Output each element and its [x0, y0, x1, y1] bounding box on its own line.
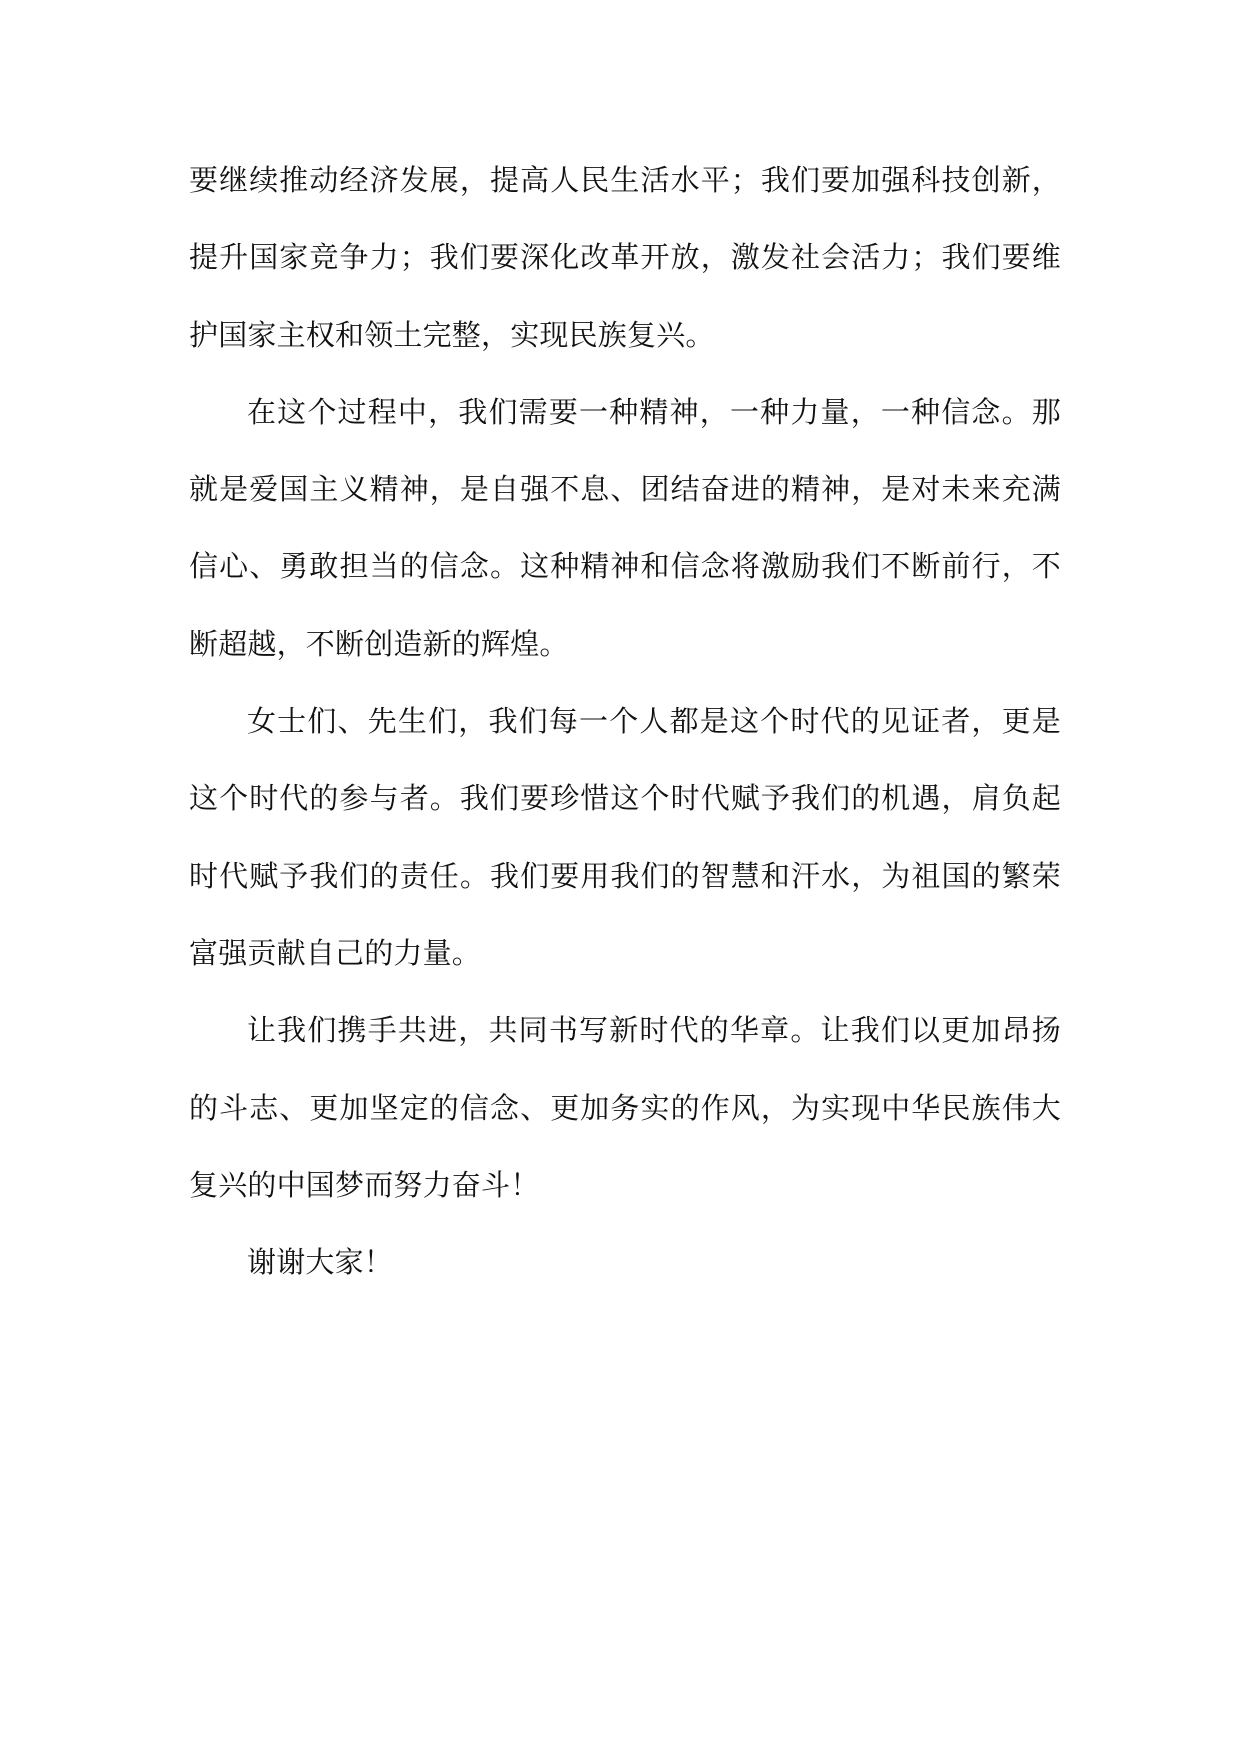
paragraph-2: 在这个过程中，我们需要一种精神，一种力量，一种信念。那就是爱国主义精神，是自强不息、团结奋进的精神，是对未来充满信心、勇敢担当的信念。这种精神和信念将激励我们不断前行，不断超越，不断创造新的辉煌。: [189, 394, 1061, 661]
paragraph-closing: 谢谢大家！: [247, 1245, 394, 1280]
paragraph-1: 要继续推动经济发展，提高人民生活水平；我们要加强科技创新，提升国家竞争力；我们要深化改革开放，激发社会活力；我们要维护国家主权和领土完整，实现民族复兴。: [189, 163, 1061, 352]
paragraph-3: 女士们、先生们，我们每一个人都是这个时代的见证者，更是这个时代的参与者。我们要珍惜这个时代赋予我们的机遇，肩负起时代赋予我们的责任。我们要用我们的智慧和汗水，为祖国的繁荣富强贡献自己的力量。: [189, 704, 1061, 970]
body-text: [189, 142, 1061, 1301]
paragraph-4: 让我们携手共进，共同书写新时代的华章。让我们以更加昂扬的斗志、更加坚定的信念、更加务实的作风，为实现中华民族伟大复兴的中国梦而努力奋斗！: [189, 1013, 1061, 1202]
